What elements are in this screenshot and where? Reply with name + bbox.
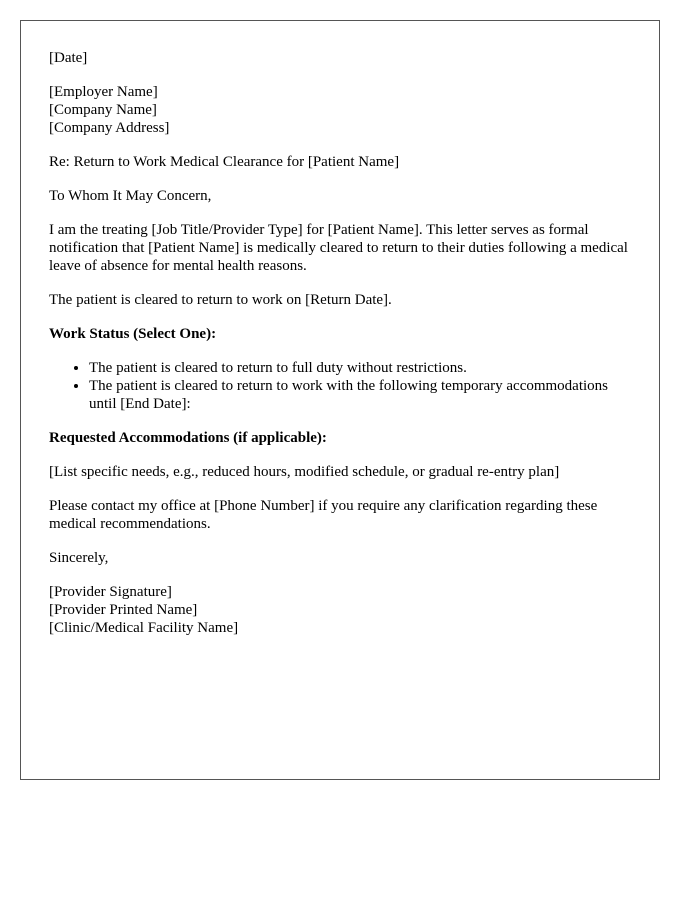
accommodations-heading: Requested Accommodations (if applicable): xyxy=(49,430,327,446)
work-status-option-full-duty: • The patient is cleared to return to full duty without restrictions. xyxy=(89,359,631,377)
contact-paragraph: Please contact my office at [Phone Number] if you require any clarification regarding these medical recommendations. xyxy=(49,498,598,532)
work-status-list xyxy=(49,359,631,413)
return-date-paragraph: The patient is cleared to return to work on [Return Date]. xyxy=(49,292,392,308)
work-status-heading: Work Status (Select One): xyxy=(49,326,217,342)
accommodations-placeholder: [List specific needs, e.g., reduced hours, modified schedule, or gradual re-entry plan] xyxy=(49,464,560,480)
work-status-option-accommodations: • The patient is cleared to return to work with the following temporary accommodations until [End Date]: xyxy=(89,377,631,413)
letter-document xyxy=(20,20,660,780)
intro-paragraph: I am the treating [Job Title/Provider Type] for [Patient Name]. This letter serves as formal notification that [Patient Name] is medically cleared to return to their duties following a medical leave of absence for mental health reasons. xyxy=(49,222,628,274)
subject-line: Re: Return to Work Medical Clearance for [Patient Name] xyxy=(49,154,400,170)
provider-signature: [Provider Signature] xyxy=(49,584,172,600)
company-name: [Company Name] xyxy=(49,102,157,118)
employer-name: [Employer Name] xyxy=(49,84,158,100)
closing: Sincerely, xyxy=(49,550,109,566)
salutation: To Whom It May Concern, xyxy=(49,188,212,204)
provider-printed-name: [Provider Printed Name] xyxy=(49,602,198,618)
recipient-block xyxy=(49,83,631,137)
letter-date: [Date] xyxy=(49,50,88,66)
signature-block xyxy=(49,583,631,637)
facility-name: [Clinic/Medical Facility Name] xyxy=(49,620,239,636)
company-address: [Company Address] xyxy=(49,120,170,136)
